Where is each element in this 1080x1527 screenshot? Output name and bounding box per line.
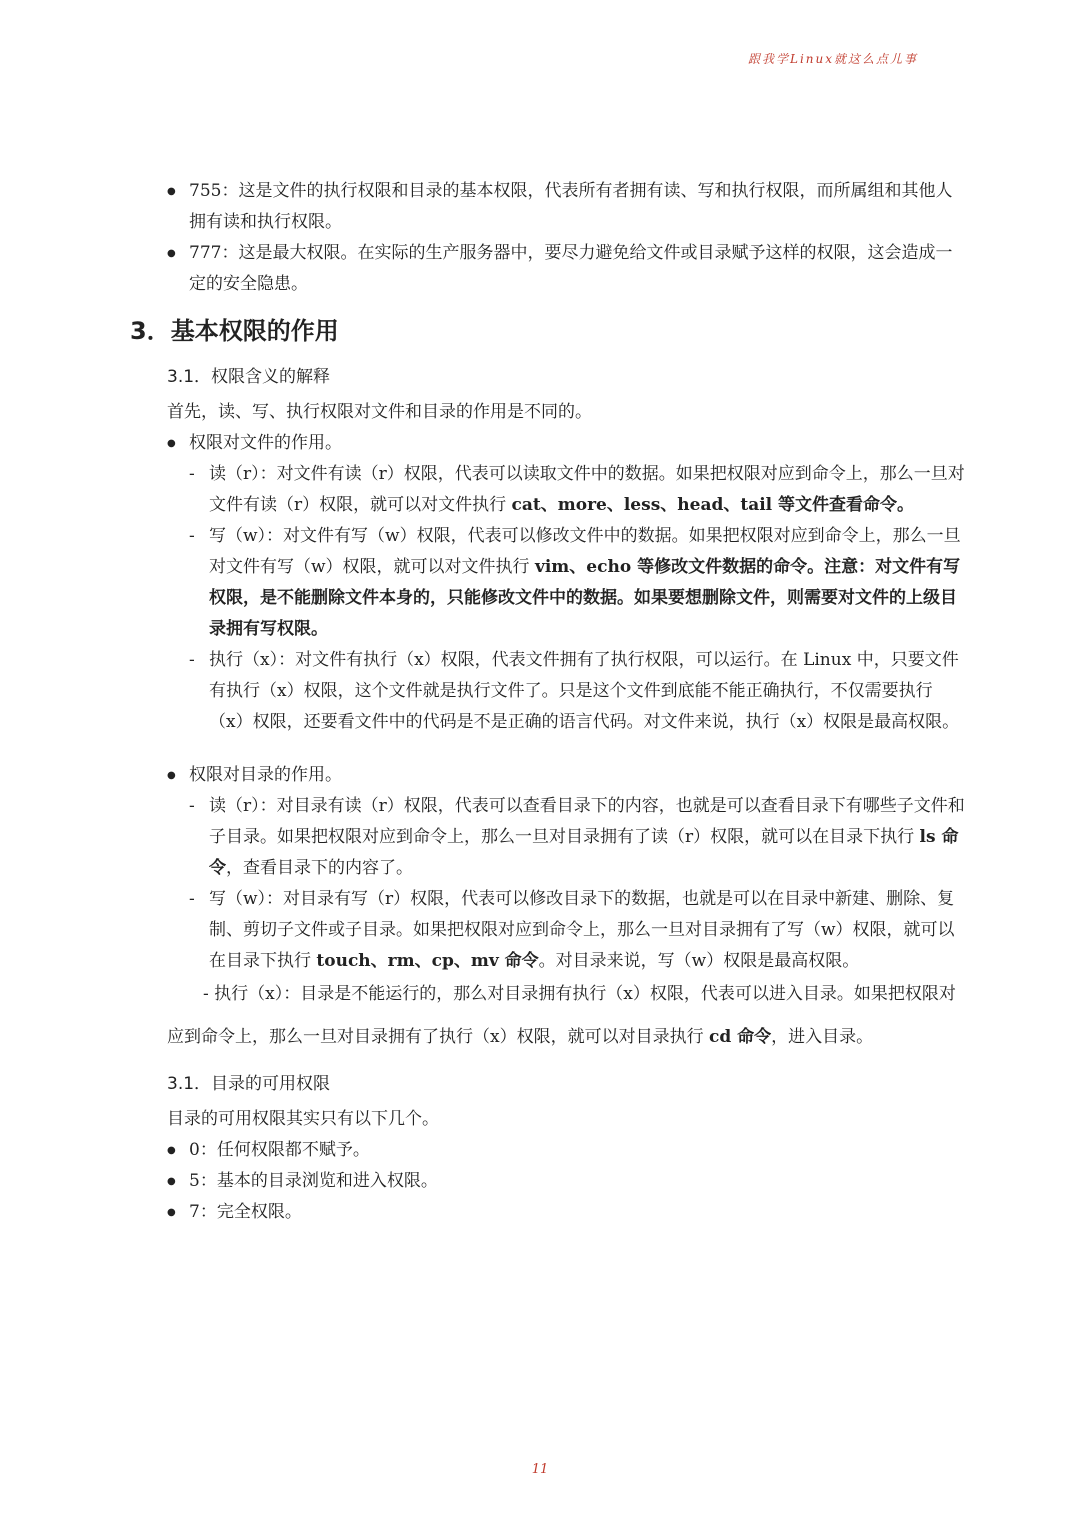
perm-item-5: ● 5：基本的目录浏览和进入权限。 — [167, 1166, 967, 1197]
dir-write-commands: touch、rm、cp、mv 命令 — [316, 951, 539, 971]
dir-exec-tail: ，进入目录。 — [771, 1027, 874, 1047]
subsection-title-2: 3.1．目录的可用权限 — [167, 1074, 331, 1094]
section-title: 3．基本权限的作用 — [130, 317, 339, 345]
page-number: 11 — [531, 1462, 549, 1477]
file-read-commands: cat、more、less、head、tail 等文件查看命令。 — [511, 495, 915, 515]
dir-exec-text: - 执行（x）：目录是不能运行的，那么对目录拥有执行（x）权限，代表可以进入目录。如果把权限对应到命令上，那么一旦对目录拥有了执行（x）权限，就可以对目录执行 — [167, 984, 956, 1047]
dir-read-text: 读（r）：对目录有读（r）权限，代表可以查看目录下的内容，也就是可以查看目录下有哪些子文件和子目录。如果把权限对应到命令上，那么一旦对目录拥有了读（r）权限，就可以在目录下执行 — [209, 796, 965, 847]
bullet-777: ● 777：这是最大权限。在实际的生产服务器中，要尽力避免给文件或目录赋予这样的权限，这会造成一定的安全隐患。 — [167, 238, 967, 300]
page-content — [130, 176, 967, 1228]
dir-exec-command: cd 命令 — [709, 1027, 772, 1047]
bullet-dir: ● 权限对目录的作用。 — [167, 760, 967, 791]
dir-write-item — [167, 884, 967, 977]
dir-perm-intro: 目录的可用权限其实只有以下几个。 — [167, 1109, 439, 1129]
dir-exec-item — [167, 973, 967, 1059]
dir-read-item — [167, 791, 967, 884]
file-write-item — [167, 521, 967, 645]
perm-item-0: ● 0：任何权限都不赋予。 — [167, 1135, 967, 1166]
perm-item-7: ● 7：完全权限。 — [167, 1197, 967, 1228]
dir-write-tail: 。对目录来说，写（w）权限是最高权限。 — [538, 951, 860, 971]
file-write-commands: vim、echo 等修改文件数据的命令。注意：对文件有写权限，是不能删除文件本身的，只能修改文件中的数据。如果要想删除文件，则需要对文件的上级目录拥有写权限。 — [209, 557, 961, 639]
dir-write-text: 写（w）：对目录有写（r）权限，代表可以修改目录下的数据，也就是可以在目录中新建、删除、复制、剪切子文件或子目录。如果把权限对应到命令上，那么一旦对目录拥有了写（w）权限，就可以在目录下执行 — [209, 889, 955, 971]
file-read-item — [167, 459, 967, 521]
dir-read-command: ls 命令 — [209, 827, 959, 878]
file-exec-item: - 执行（x）：对文件有执行（x）权限，代表文件拥有了执行权限，可以运行。在 Linux 中，只要文件有执行（x）权限，这个文件就是执行文件了。只是这个文件到底能不能正确执行，不仅需要执行（x）权限，还要看文件中的代码是不是正确的语言代码。对文件来说，执行（x）权限是最高权限。 — [167, 645, 967, 738]
file-write-text: 写（w）：对文件有写（w）权限，代表可以修改文件中的数据。如果把权限对应到命令上，那么一旦对文件有写（w）权限，就可以对文件执行 — [209, 526, 961, 577]
page-header: 跟我学Linux就这么点儿事 — [748, 52, 919, 66]
dir-read-tail: ，查看目录下的内容了。 — [226, 858, 413, 878]
bullet-file: ● 权限对文件的作用。 — [167, 428, 967, 459]
bullet-755: ● 755：这是文件的执行权限和目录的基本权限，代表所有者拥有读、写和执行权限，而所属组和其他人拥有读和执行权限。 — [167, 176, 967, 238]
subsection-title-1: 3.1．权限含义的解释 — [167, 367, 331, 387]
intro-text: 首先，读、写、执行权限对文件和目录的作用是不同的。 — [167, 402, 592, 422]
file-read-text: 读（r）：对文件有读（r）权限，代表可以读取文件中的数据。如果把权限对应到命令上，那么一旦对文件有读（r）权限，就可以对文件执行 — [209, 464, 965, 515]
